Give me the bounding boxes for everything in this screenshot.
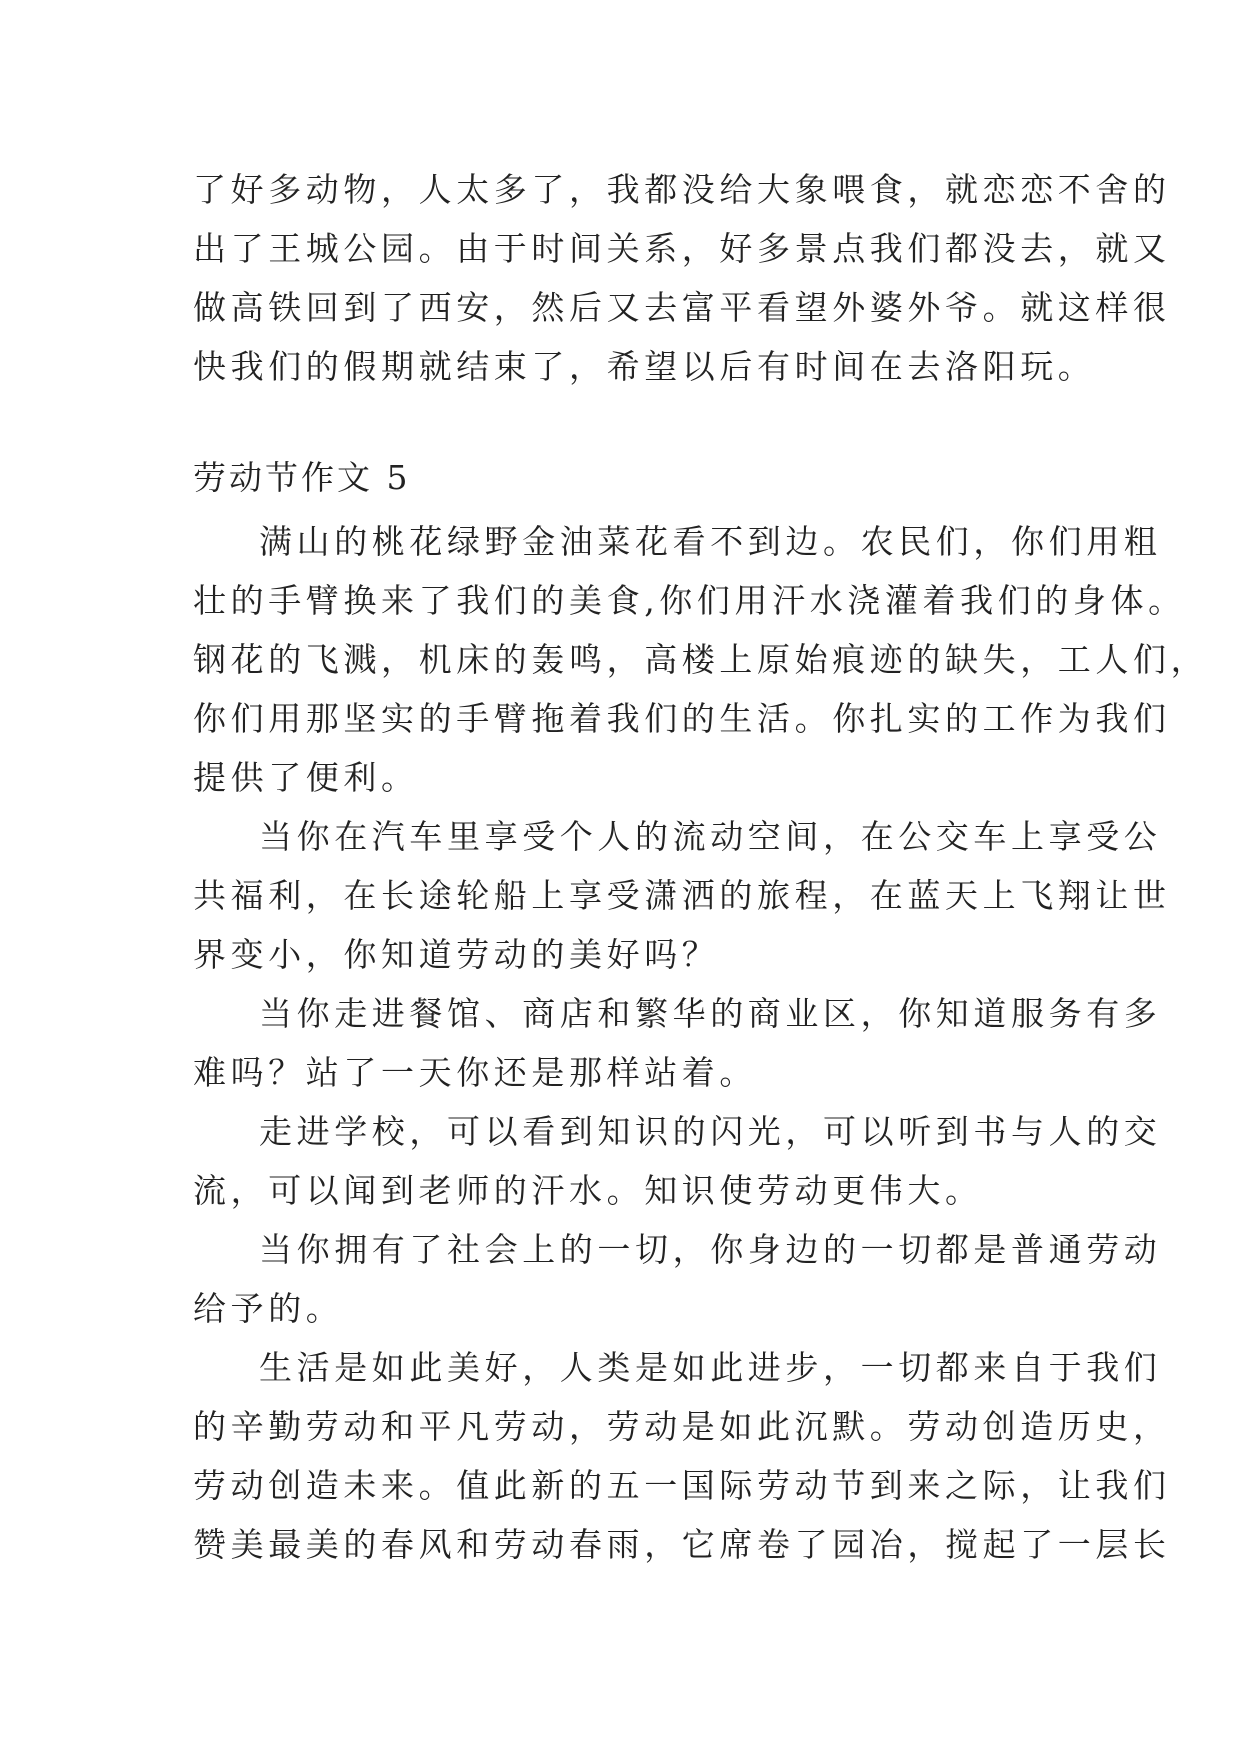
text-line: 流，可以闻到老师的汗水。知识使劳动更伟大。 <box>193 1171 983 1210</box>
text-line: 满山的桃花绿野金油菜花看不到边。农民们，你们用粗 <box>259 522 1162 561</box>
text-line: 当你走进餐馆、商店和繁华的商业区，你知道服务有多 <box>259 994 1162 1033</box>
text-line: 走进学校，可以看到知识的闪光，可以听到书与人的交 <box>259 1112 1162 1151</box>
text-line: 你们用那坚实的手臂拖着我们的生活。你扎实的工作为我们 <box>193 699 1171 738</box>
text-line: 做高铁回到了西安，然后又去富平看望外婆外爷。就这样很 <box>193 288 1171 327</box>
text-line: 共福利，在长途轮船上享受潇洒的旅程，在蓝天上飞翔让世 <box>193 876 1171 915</box>
text-line: 快我们的假期就结束了，希望以后有时间在去洛阳玩。 <box>193 347 1096 386</box>
paragraph-2 <box>193 807 1171 984</box>
document-body <box>193 160 1209 1574</box>
text-line: 的辛勤劳动和平凡劳动，劳动是如此沉默。劳动创造历史， <box>193 1407 1171 1446</box>
text-line: 界变小，你知道劳动的美好吗？ <box>193 935 720 974</box>
paragraph-5 <box>193 1220 1162 1338</box>
text-line: 生活是如此美好，人类是如此进步，一切都来自于我们 <box>259 1348 1162 1387</box>
text-line: 出了王城公园。由于时间关系，好多景点我们都没去，就又 <box>193 229 1171 268</box>
text-line: 提供了便利。 <box>193 758 419 797</box>
paragraph-4 <box>193 1102 1162 1220</box>
text-line: 当你在汽车里享受个人的流动空间，在公交车上享受公 <box>259 817 1162 856</box>
paragraph-3 <box>193 984 1162 1102</box>
paragraph-continuation <box>193 160 1171 396</box>
text-line: 给予的。 <box>193 1289 344 1328</box>
text-line: 了好多动物，人太多了，我都没给大象喂食，就恋恋不舍的 <box>193 170 1171 209</box>
section-gap <box>193 396 1053 444</box>
text-line: 壮的手臂换来了我们的美食,你们用汗水浇灌着我们的身体。 <box>193 581 1186 620</box>
text-line: 钢花的飞溅，机床的轰鸣，高楼上原始痕迹的缺失，工人们， <box>193 640 1209 679</box>
paragraph-1 <box>193 512 1209 807</box>
text-line: 当你拥有了社会上的一切，你身边的一切都是普通劳动 <box>259 1230 1162 1269</box>
paragraph-6 <box>193 1338 1171 1574</box>
text-line: 劳动创造未来。值此新的五一国际劳动节到来之际，让我们 <box>193 1466 1171 1505</box>
text-line: 赞美最美的春风和劳动春雨，它席卷了园冶，搅起了一层长 <box>193 1525 1171 1564</box>
section-title: 劳动节作文 5 <box>193 458 411 497</box>
text-line: 难吗？站了一天你还是那样站着。 <box>193 1053 757 1092</box>
